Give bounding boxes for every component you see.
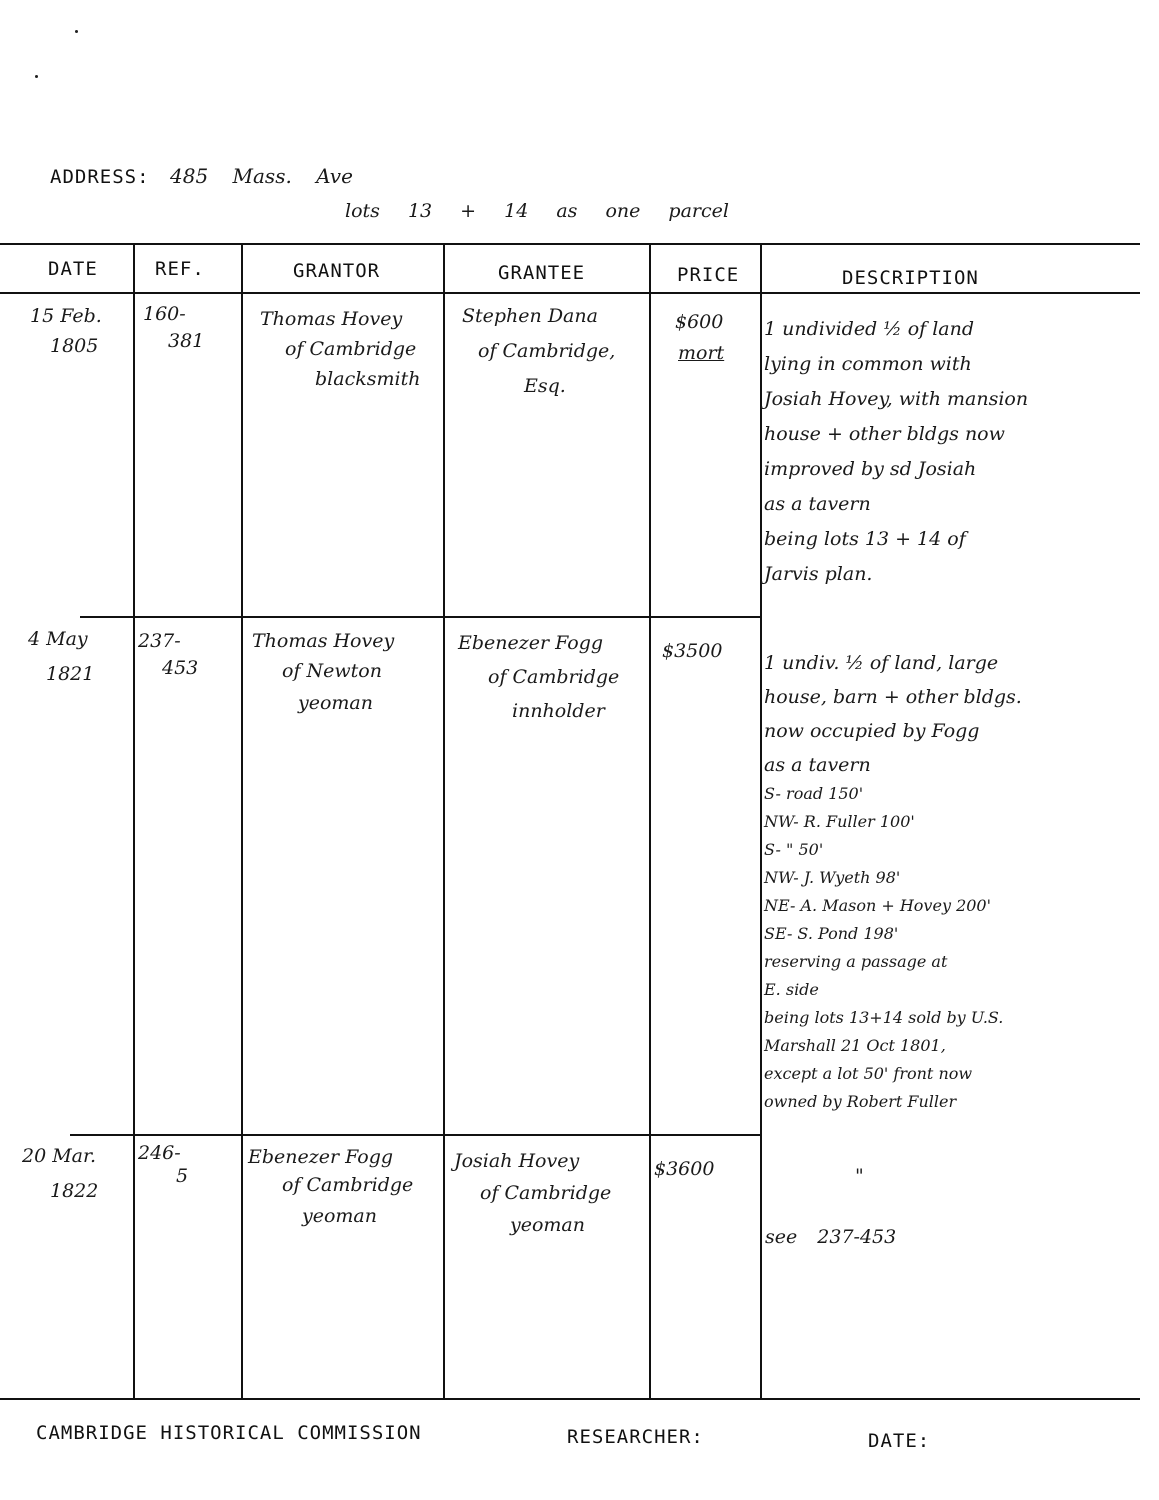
description-line: improved by sd Josiah bbox=[764, 458, 977, 480]
row3-grantor-line1: Ebenezer Fogg bbox=[248, 1146, 394, 1168]
row3-grantee-line3: yeoman bbox=[510, 1214, 585, 1236]
description-line: being lots 13+14 sold by U.S. bbox=[764, 1008, 1004, 1027]
description-line: except a lot 50' front now bbox=[764, 1064, 973, 1083]
row3-description-ditto: " bbox=[855, 1165, 864, 1187]
row1-grantor-line2: of Cambridge bbox=[285, 338, 417, 360]
col-divider bbox=[443, 243, 445, 1398]
row3-grantor-line3: yeoman bbox=[302, 1205, 377, 1227]
row3-ref-line1: 246- bbox=[138, 1142, 181, 1164]
description-line: lying in common with bbox=[764, 353, 972, 375]
row3-date-line1: 20 Mar. bbox=[22, 1145, 97, 1167]
row1-price: $600 bbox=[675, 311, 724, 333]
row1-date-line1: 15 Feb. bbox=[30, 305, 102, 327]
stray-mark bbox=[35, 75, 38, 78]
row2-grantee-line1: Ebenezer Fogg bbox=[458, 632, 604, 654]
row1-grantor-line1: Thomas Hovey bbox=[260, 308, 403, 330]
row2-grantee-line3: innholder bbox=[512, 700, 605, 722]
row2-date-line2: 1821 bbox=[46, 663, 95, 685]
description-line: Josiah Hovey, with mansion bbox=[764, 388, 1029, 410]
description-line: Marshall 21 Oct 1801, bbox=[764, 1036, 946, 1055]
table-top-rule bbox=[0, 243, 1140, 245]
description-line: NW- R. Fuller 100' bbox=[764, 812, 915, 831]
header-bottom-rule bbox=[0, 292, 1140, 294]
address-value: 485 Mass. Ave bbox=[170, 164, 353, 188]
stray-mark bbox=[75, 30, 78, 33]
column-header-grantor: GRANTOR bbox=[293, 260, 381, 282]
row2-price: $3500 bbox=[662, 640, 723, 662]
column-header-grantee: GRANTEE bbox=[498, 262, 586, 284]
description-line: 1 undivided ½ of land bbox=[764, 318, 975, 340]
description-line: as a tavern bbox=[764, 493, 871, 515]
row2-grantor-line3: yeoman bbox=[298, 692, 373, 714]
row1-date-line2: 1805 bbox=[50, 335, 99, 357]
row1-description bbox=[764, 312, 1028, 592]
description-line: NE- A. Mason + Hovey 200' bbox=[764, 896, 991, 915]
description-line: S- road 150' bbox=[764, 784, 864, 803]
description-line: being lots 13 + 14 of bbox=[764, 528, 966, 550]
column-header-date: DATE bbox=[48, 258, 98, 280]
table-bottom-rule bbox=[0, 1398, 1140, 1400]
row3-price: $3600 bbox=[654, 1158, 715, 1180]
description-line: house + other bldgs now bbox=[764, 423, 1005, 445]
row2-ref-line2: 453 bbox=[162, 657, 199, 679]
row3-grantee-line2: of Cambridge bbox=[480, 1182, 612, 1204]
row3-grantee-line1: Josiah Hovey bbox=[454, 1150, 580, 1172]
row2-description-bounds bbox=[764, 780, 1003, 1116]
footer-date-label: DATE: bbox=[868, 1430, 931, 1452]
col-divider bbox=[133, 243, 135, 1398]
column-header-description: DESCRIPTION bbox=[842, 267, 979, 289]
col-divider bbox=[649, 243, 651, 1398]
description-line: house, barn + other bldgs. bbox=[764, 686, 1022, 708]
row1-ref-line1: 160- bbox=[143, 303, 186, 325]
row2-grantor-line1: Thomas Hovey bbox=[252, 630, 395, 652]
row1-ref-line2: 381 bbox=[168, 330, 205, 352]
col-divider bbox=[241, 243, 243, 1398]
footer-researcher-label: RESEARCHER: bbox=[567, 1426, 704, 1448]
description-line: Jarvis plan. bbox=[764, 563, 873, 585]
description-line: NW- J. Wyeth 98' bbox=[764, 868, 901, 887]
address-note: lots 13 + 14 as one parcel bbox=[345, 200, 729, 222]
column-header-ref: REF. bbox=[155, 258, 205, 280]
row-divider bbox=[70, 1134, 760, 1136]
description-line: now occupied by Fogg bbox=[764, 720, 980, 742]
row2-grantee-line2: of Cambridge bbox=[488, 666, 620, 688]
row3-description-see: see 237-453 bbox=[765, 1226, 897, 1248]
row2-grantor-line2: of Newton bbox=[282, 660, 382, 682]
row3-ref-line2: 5 bbox=[176, 1165, 189, 1187]
description-line: E. side bbox=[764, 980, 819, 999]
row1-grantee-line3: Esq. bbox=[524, 375, 566, 397]
description-line: owned by Robert Fuller bbox=[764, 1092, 957, 1111]
row3-grantor-line2: of Cambridge bbox=[282, 1174, 414, 1196]
row2-description-main bbox=[764, 646, 1022, 782]
col-divider bbox=[760, 243, 762, 1398]
row3-date-line2: 1822 bbox=[50, 1180, 99, 1202]
description-line: S- " 50' bbox=[764, 840, 824, 859]
description-line: SE- S. Pond 198' bbox=[764, 924, 899, 943]
address-label: ADDRESS: bbox=[50, 166, 150, 188]
row1-grantee-line1: Stephen Dana bbox=[462, 305, 598, 327]
footer-commission: CAMBRIDGE HISTORICAL COMMISSION bbox=[36, 1422, 422, 1444]
row1-grantee-line2: of Cambridge, bbox=[478, 340, 616, 362]
row2-ref-line1: 237- bbox=[138, 630, 181, 652]
row1-grantor-line3: blacksmith bbox=[315, 368, 421, 390]
row2-date-line1: 4 May bbox=[28, 628, 88, 650]
column-header-price: PRICE bbox=[677, 264, 740, 286]
description-line: reserving a passage at bbox=[764, 952, 948, 971]
description-line: as a tavern bbox=[764, 754, 871, 776]
description-line: 1 undiv. ½ of land, large bbox=[764, 652, 999, 674]
row1-price-note: mort bbox=[678, 342, 725, 364]
row-divider bbox=[80, 616, 760, 618]
